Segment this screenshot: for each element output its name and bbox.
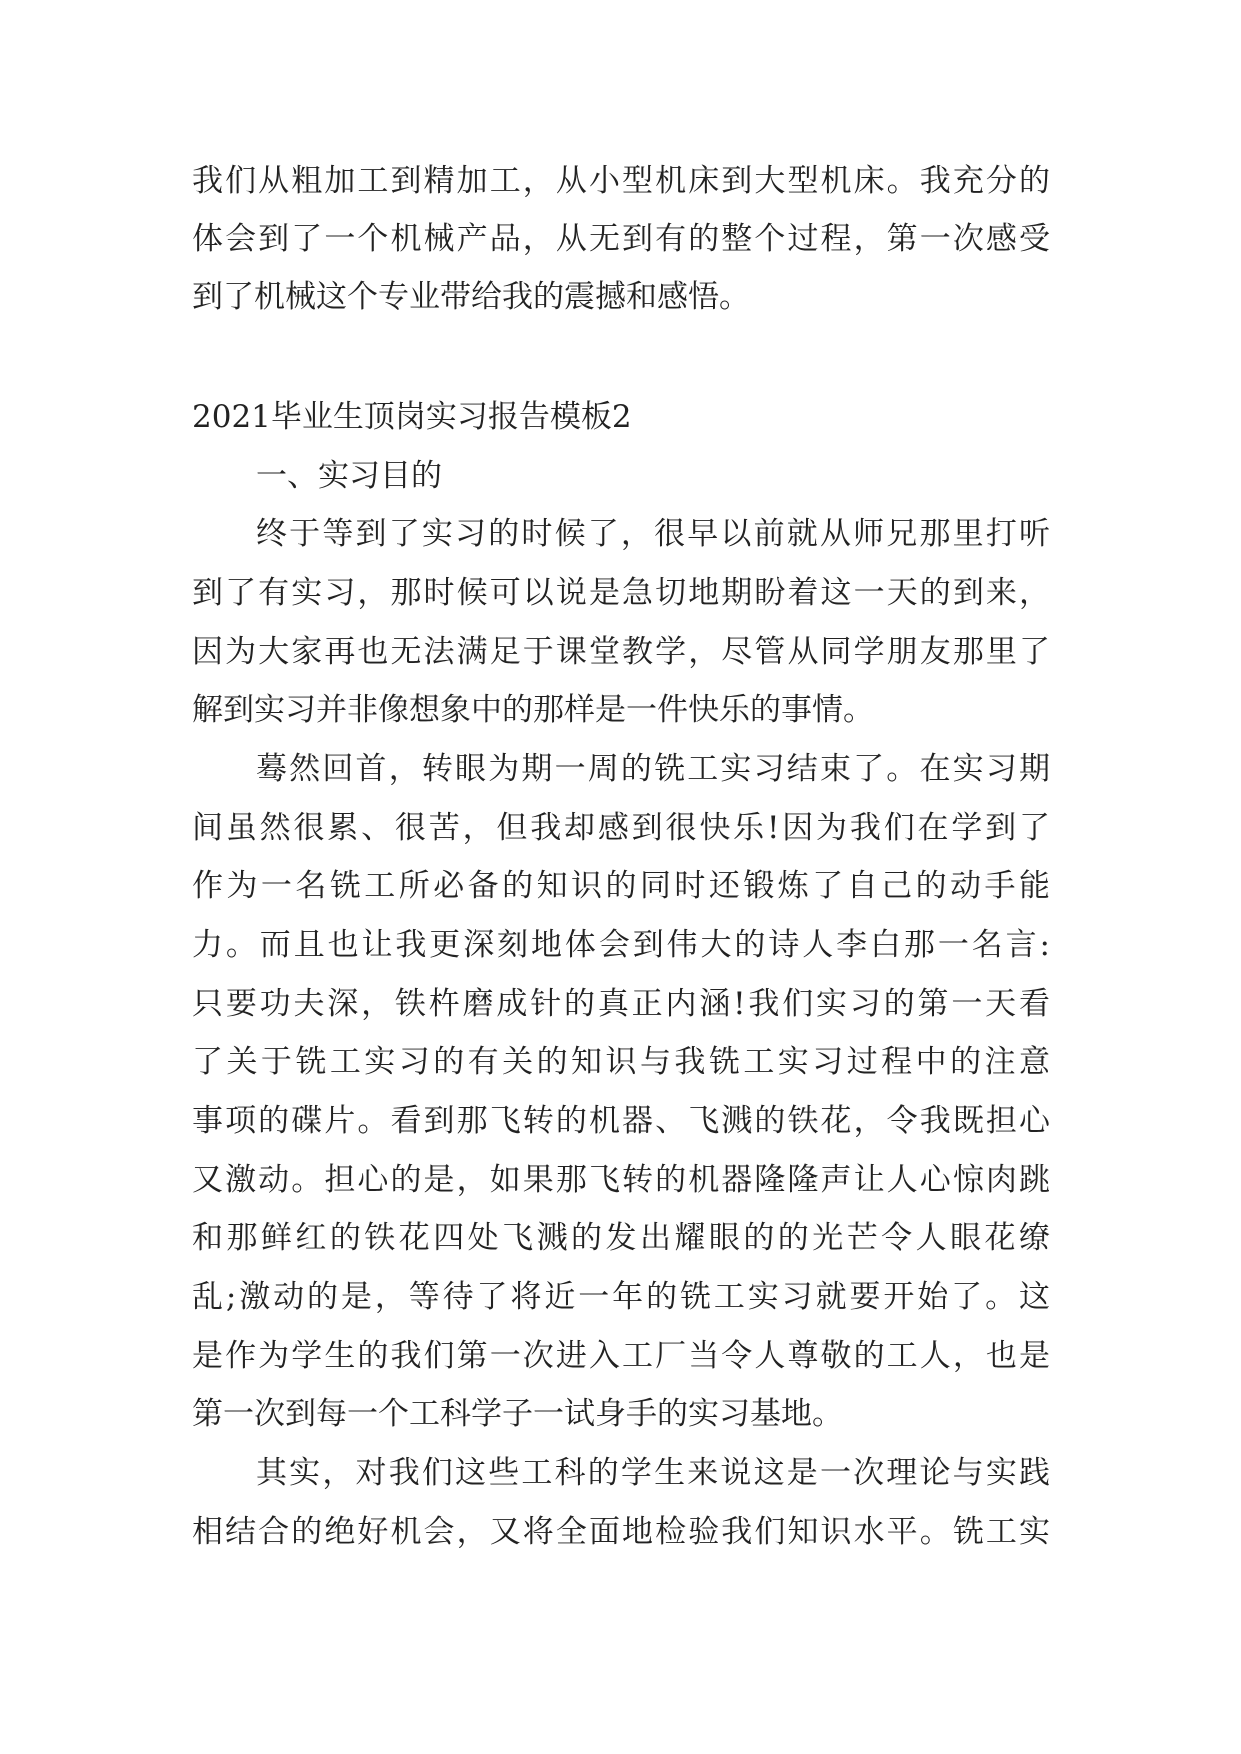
paragraph-line: 是作为学生的我们第一次进入工厂当令人尊敬的工人，也是 bbox=[192, 1338, 1050, 1374]
paragraph-line: 相结合的绝好机会，又将全面地检验我们知识水平。铣工实 bbox=[192, 1514, 1050, 1550]
section-heading: 2021毕业生顶岗实习报告模板2 bbox=[192, 399, 632, 435]
paragraph-line: 解到实习并非像想象中的那样是一件快乐的事情。 bbox=[192, 692, 874, 728]
paragraph-line: 蓦然回首，转眼为期一周的铣工实习结束了。在实习期 bbox=[256, 751, 1050, 787]
paragraph-line: 和那鲜红的铁花四处飞溅的发出耀眼的的光芒令人眼花缭 bbox=[192, 1220, 1050, 1256]
paragraph-line: 了关于铣工实习的有关的知识与我铣工实习过程中的注意 bbox=[192, 1044, 1050, 1080]
paragraph-line: 只要功夫深，铁杵磨成针的真正内涵!我们实习的第一天看 bbox=[192, 986, 1050, 1022]
paragraph-line: 终于等到了实习的时候了，很早以前就从师兄那里打听 bbox=[256, 516, 1050, 552]
paragraph-line: 事项的碟片。看到那飞转的机器、飞溅的铁花，令我既担心 bbox=[192, 1103, 1050, 1139]
paragraph-line: 第一次到每一个工科学子一试身手的实习基地。 bbox=[192, 1396, 843, 1432]
paragraph-line: 力。而且也让我更深刻地体会到伟大的诗人李白那一名言: bbox=[192, 927, 1050, 963]
paragraph-line: 乱;激动的是，等待了将近一年的铣工实习就要开始了。这 bbox=[192, 1279, 1050, 1315]
paragraph-line: 我们从粗加工到精加工，从小型机床到大型机床。我充分的 bbox=[192, 163, 1050, 199]
paragraph-line: 又激动。担心的是，如果那飞转的机器隆隆声让人心惊肉跳 bbox=[192, 1162, 1050, 1198]
paragraph-line: 到了机械这个专业带给我的震撼和感悟。 bbox=[192, 279, 750, 315]
paragraph-line: 因为大家再也无法满足于课堂教学，尽管从同学朋友那里了 bbox=[192, 634, 1050, 670]
subheading: 一、实习目的 bbox=[256, 458, 442, 494]
paragraph-line: 体会到了一个机械产品，从无到有的整个过程，第一次感受 bbox=[192, 221, 1050, 257]
paragraph-line: 到了有实习，那时候可以说是急切地期盼着这一天的到来， bbox=[192, 575, 1050, 611]
paragraph-line: 间虽然很累、很苦，但我却感到很快乐!因为我们在学到了 bbox=[192, 810, 1050, 846]
paragraph-line: 其实，对我们这些工科的学生来说这是一次理论与实践 bbox=[256, 1455, 1050, 1491]
paragraph-line: 作为一名铣工所必备的知识的同时还锻炼了自己的动手能 bbox=[192, 868, 1050, 904]
